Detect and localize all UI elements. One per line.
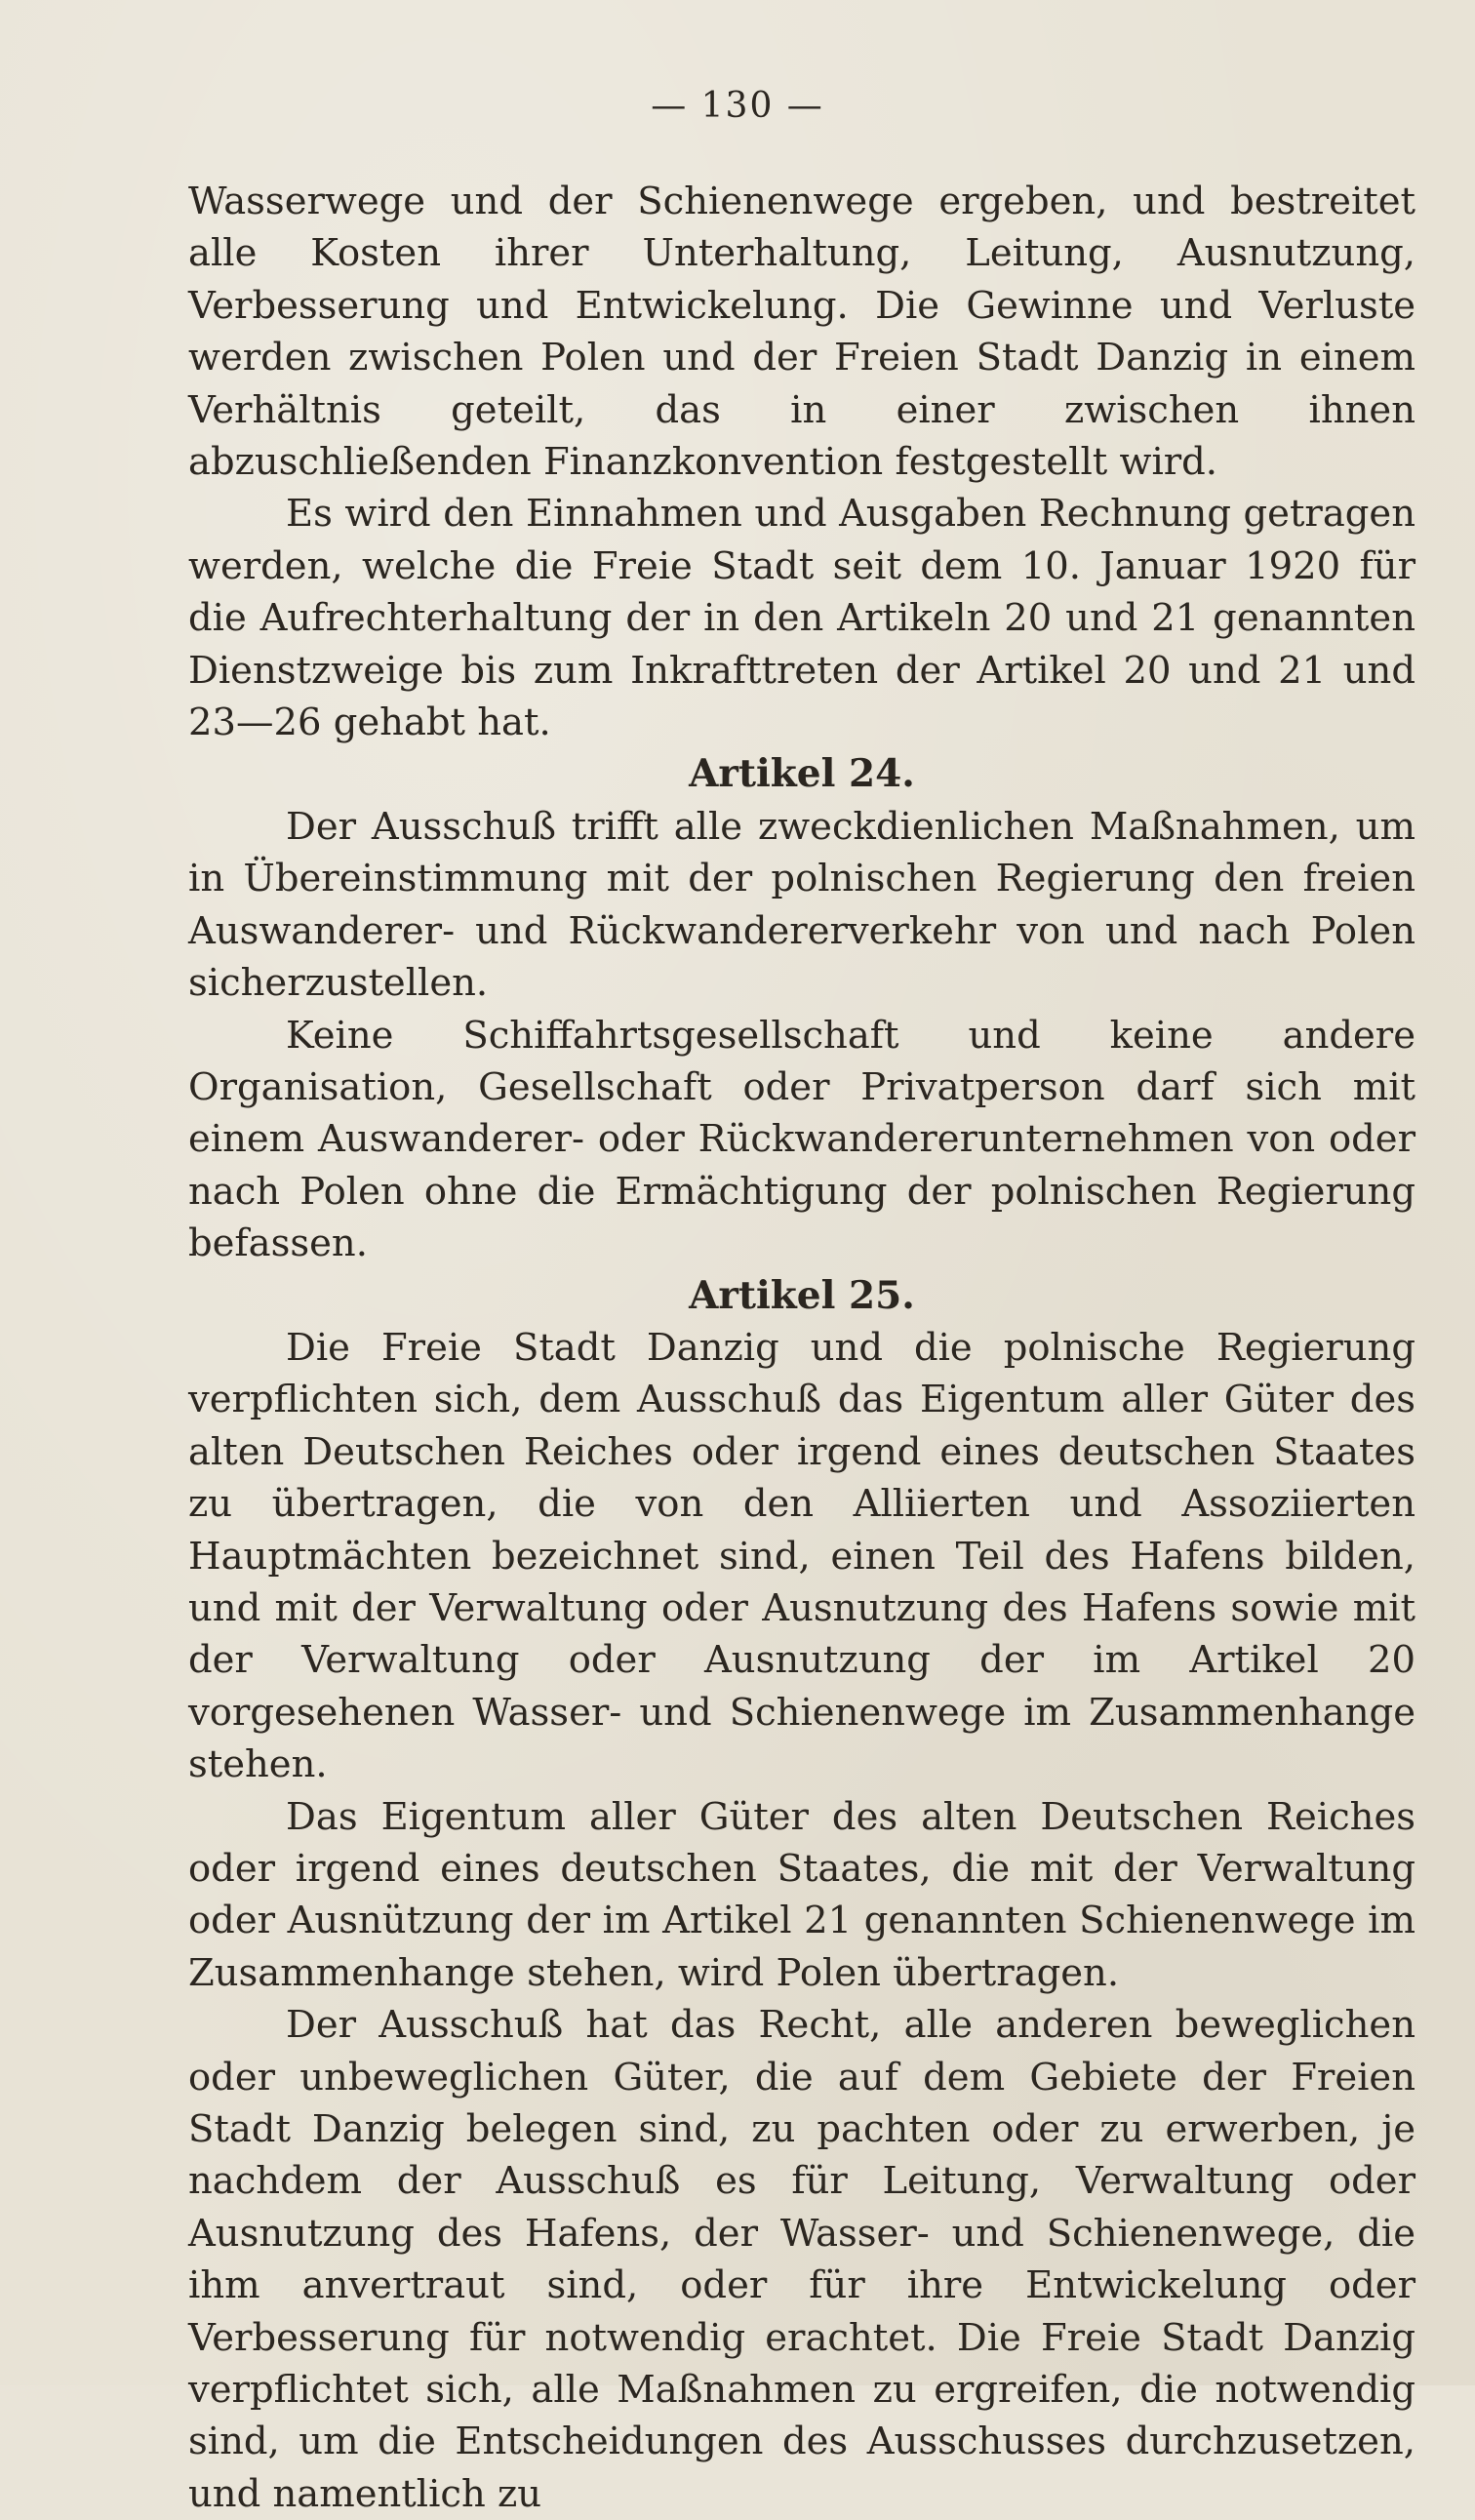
- body-text: [188, 176, 1415, 2520]
- paragraph: Es wird den Einnahmen und Ausgaben Rechnung getragen werden, welche die Freie Stadt seit dem 10. Januar 1920 für die Aufrechterhaltung der in den Artikeln 20 und 21 genannten Dienstzweige bis zum Inkrafttreten der Artikel 20 und 21 und 23—26 gehabt hat.: [188, 492, 1415, 745]
- article-heading: Artikel 24.: [689, 751, 915, 797]
- paragraph: Der Ausschuß trifft alle zweckdienlichen Maßnahmen, um in Übereinstimmung mit der polnischen Regierung den freien Auswanderer- und Rückwandererverkehr von und nach Polen sicherzustellen.: [188, 804, 1415, 1006]
- paragraph: Das Eigentum aller Güter des alten Deutschen Reiches oder irgend eines deutschen Staates, die mit der Verwaltung oder Ausnützung der im Artikel 21 genannten Schienenwege im Zusammenhange stehen, wird Polen übertragen.: [188, 1794, 1415, 1995]
- paragraph: Der Ausschuß hat das Recht, alle anderen beweglichen oder unbeweglichen Güter, die auf dem Gebiete der Freien Stadt Danzig belegen sind, zu pachten oder zu erwerben, je nachdem der Ausschuß es für Leitung, Verwaltung oder Ausnutzung des Hafens, der Wasser- und Schienenwege, die ihm anvertraut sind, oder für ihre Entwickelung oder Verbesserung für notwendig erachtet. Die Freie Stadt Danzig verpflichtet sich, alle Maßnahmen zu ergreifen, die notwendig sind, um die Entscheidungen des Ausschusses durchzusetzen, und namentlich zu: [188, 2003, 1415, 2516]
- paragraph: Keine Schiffahrtsgesellschaft und keine andere Organisation, Gesellschaft oder Privatperson darf sich mit einem Auswanderer- oder Rückwandererunternehmen von oder nach Polen ohne die Ermächtigung der polnischen Regierung befassen.: [188, 1013, 1415, 1266]
- paragraph: Wasserwege und der Schienenwege ergeben, und bestreitet alle Kosten ihrer Unterhaltung, Leitung, Ausnutzung, Verbesserung und Entwickelung. Die Gewinne und Verluste werden zwischen Polen und der Freien Stadt Danzig in einem Verhältnis geteilt, das in einer zwischen ihnen abzuschließenden Finanzkonvention festgestellt wird.: [188, 180, 1415, 485]
- article-heading: Artikel 25.: [689, 1272, 915, 1318]
- paragraph: Die Freie Stadt Danzig und die polnische Regierung verpflichten sich, dem Ausschuß das Eigentum aller Güter des alten Deutschen Reiches oder irgend eines deutschen Staates zu übertragen, die von den Alliierten und Assoziierten Hauptmächten bezeichnet sind, einen Teil des Hafens bilden, und mit der Verwaltung oder Ausnutzung des Hafens sowie mit der Verwaltung oder Ausnutzung der im Artikel 20 vorgesehenen Wasser- und Schienenwege im Zusammenhange stehen.: [188, 1325, 1415, 1787]
- page-number: — 130 —: [651, 86, 824, 126]
